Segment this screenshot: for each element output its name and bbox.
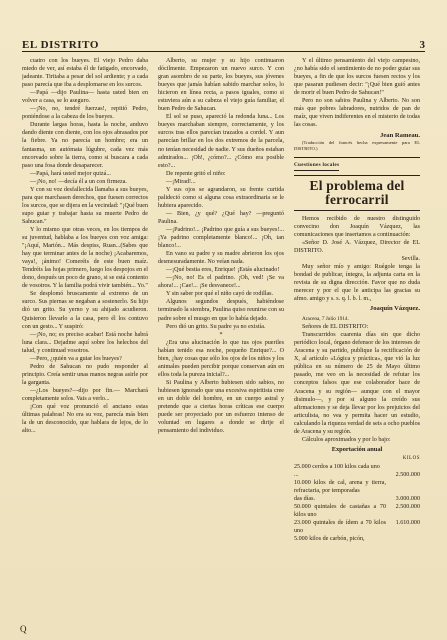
row-value: 1.610.000 — [395, 520, 420, 527]
paragraph: Alberto, su mujer y su hijo continuaron dócilmente. Empezaron un nuevo surco. Y con gran asombro de su parte, los bueyes, sus jóvenes bueyes que jamás habían sabido marchar solos, lo hicieron en línea recta, a pasos iguales, como si estuviera aún a su cabeza el viejo guía familiar, el buen Pedro de Sahucan. — [158, 58, 284, 113]
letter-signature: Joaquín Vázquez. — [369, 305, 420, 313]
paragraph: ¡Con qué voz pronunció el anciano estas últimas palabras! No era su voz, parecía más bien la de un desconocido, que hablara de lejos, de lo alto... — [22, 404, 148, 435]
row-item: 10.000 kilos de cal, arena y tierra, refractaria, por temporadas — [294, 480, 386, 495]
row-value: 2.500.000 — [395, 504, 420, 511]
section-separator: * — [219, 331, 223, 338]
row-item: 25.000 cerdos a 100 kilos cada uno — [294, 463, 380, 470]
paragraph: Si Paulina y Alberto hubiesen sido sabios, no hubiesen ignorado que una excesiva espiritista cree en un doble del hombre, en un cuerpo astral y pretende que a ciertas horas críticas ese cuerpo puede ser proyectado por un esfuerzo intenso de voluntad en lugares a donde se dirije el pensamiento del individuo. — [158, 379, 284, 435]
paragraph: —Papá —dijo Paulina— hasta usted bien en volver a casa, se lo aseguro. — [22, 90, 148, 105]
paragraph: cuatro con los bueyes. El viejo Pedro daba miedo de ver, así estaba él de fatigado, encorvado, jadeante. Tiritaba a pesar del sol ardiente; y a cada paso parecía que iba a desplomarse en los surcos. — [22, 58, 148, 89]
paragraph: Algunos segundos después, habiéndose terminado la siembra, Paulina quiso reunirse con su padre sobre el musgo en que lo había dejado. — [158, 299, 284, 322]
table-row — [294, 503, 420, 519]
paragraph: Pedro de Sahucan no pudo responder al principio. Creía sentir unas manos negras asirle por la garganta. — [22, 363, 148, 386]
letter-body: Transcurridos cuarenta días sin que dicho periódico local, órgano defensor de los intereses de Aracena y su partido, publique la rectificación de X, al artículo «Lógica y práctica», que vió la luz pública en su número de 25 de Mayo último pasado, me veo en la necesidad de refutar los conceptos falsos que ese colaborador hace de Aracena y su región— aunque con el mayor disimulo—, y por si alguno la creído sus afirmaciones y se deja llevar por los prejuicios del articulista, no vea y permita hacer un estudio, calculando la riqueza verdad de seis a ocho pueblos de Aracena y su región. — [294, 332, 420, 435]
column-right — [294, 57, 420, 632]
divider — [294, 157, 420, 158]
row-item: 50.000 quintales de castañas a 70 kilos uno — [294, 504, 386, 519]
row-value: 2.500.000 — [395, 471, 420, 478]
table-title: Exportación anual — [331, 445, 383, 453]
paragraph: De repente gritó el niño: — [166, 170, 226, 177]
paragraph: —¡Qué bestia eres, Enrique! ¡Estás alucinado! — [166, 267, 280, 274]
newspaper-title: EL DISTRITO — [22, 39, 100, 51]
table-row — [294, 471, 420, 479]
row-item: 23.000 quintales de ídem a 70 kilos uno — [294, 520, 386, 535]
paragraph: —¡No, no, tendré fuerzas!, repitió Pedro, poniéndose a la cabeza de los bueyes. — [22, 106, 148, 121]
row-item: das días. — [294, 496, 315, 503]
letter-city: Sevilla. — [401, 255, 420, 262]
table-row — [294, 495, 420, 503]
page-number: 3 — [419, 39, 425, 51]
row-value: 3.000.000 — [395, 496, 420, 503]
paragraph: —¿Los bueyes?—dijo por fin.— Marchará completamente solos. Vais a verlo... — [22, 387, 148, 402]
row-item: 5.000 kilos de carbón, picón, — [294, 536, 365, 543]
table-row — [294, 519, 420, 535]
letter-date: Aracena, 7 Julio 1914. — [302, 316, 349, 323]
paragraph: Y con su voz desfallecida llamaba a sus bueyes, para que marchasen derechos, que fuesen correctos los surcos, que se dijera en la vecindad: "¡Qué buen supo guiar y trabajar hasta su muerte Pedro de Sahucan." — [22, 186, 148, 225]
paragraph: —¡Padrino!... ¡Padrino que guía a sus bueyes!... ¡Ya padrino completamente blanco!... ¡Oh, tan blanco!... — [158, 226, 284, 250]
letter-address: «Señor D. José A. Vázquez, Director de EL DISTRITO. — [294, 239, 420, 254]
author-signature: Jean Rameau. — [380, 132, 420, 140]
table-row — [294, 535, 420, 543]
page-bottom-mark: Q — [20, 624, 27, 634]
paragraph: Pero no son sabios Paulina y Alberto. No son más que pobres labradores, nutridos de pan de maíz, que viven indiferentes en el misterio de todas las cosas. — [294, 98, 420, 129]
paragraph: —¡No, no! Es el padrino. ¡Oh, ved! ¡Se va ahora!... ¡Cae!... ¡Se desvanece!... — [158, 275, 284, 290]
paragraph: —Papá, hará usted mejor quizá... — [30, 170, 111, 177]
column-middle — [158, 57, 284, 622]
row-value — [386, 479, 420, 495]
translation-note: (Traducción del francés hecha expresamente para EL DISTRITO.) — [294, 140, 420, 152]
row-value — [386, 535, 420, 543]
paragraph: Y lo mismo que otras veces, en los tiempos de su juventud, hablaba a los bueyes con voz amiga: "¡Aquí, Martón... Más despiss, Ruan...(Sabes que hay que terminar antes de la noche) ¡Acabaremos, vaya!, ¡ánimo! Comeréis de este buen maíz. Tendréis las hojas primero, luego los despojos en el dono, después un poco de grano, si se está contento de vosotros. Y la familia podrá vivir también... Yo." — [22, 226, 148, 290]
article-headline: El problema del ferrocarril — [294, 175, 420, 211]
paragraph: Durante largas horas, hasta la noche, anduvo dando diente con diente, con los ojos abrasados por la fiebre. Ya no parecía un hombre; era un fantasma, un autómata lúgubre, cada vez más encorvado sobre la tierra, como si buscara a cada paso una fosa donde desaparecer. — [22, 122, 148, 169]
paragraph: En vano su padre y su madre abrieron los ojos desmesuradamente. No veían nada. — [158, 251, 284, 266]
paragraph: —¡No, no; es preciso acabar! Está noche habrá luna clara... Dejadme aquí sobre los helechos del talud, y continuad vosotros. — [22, 331, 148, 354]
paragraph: — Bien, ¿y qué? ¿Qué hay? —preguntó Paulina. — [158, 210, 284, 225]
paragraph: El sol se puso, apareció la redonda luna... Los bueyes marchaban siempre, correctamente, y los surcos tras ellos parecían trazados a cordel. Y aun parecían brillar en los dos extremos de la parcela, no tenían necesidad de nadie. Y sus dueños estaban admirados... ¡Oh!, ¿cómo?... ¿Cómo era posible esto?... — [158, 114, 284, 169]
paragraph: Y sin saber por qué el niño cayó de rodillas. — [166, 291, 274, 298]
paragraph: Y sus ojos se agrandaron, su frente curtida palideció como si alguna cosa extraordinaria se le hubiera aparecido. — [158, 186, 284, 209]
masthead — [22, 33, 425, 52]
paragraph: —Pero, ¿quién va a guiar los bueyes? — [30, 355, 122, 362]
letter-body: Cálculos aproximados y por lo bajo: — [302, 436, 391, 443]
column-left — [22, 57, 148, 622]
row-value — [386, 463, 420, 471]
paragraph: Se desplomó bruscamente al extremo de un surco. Sus piernas se negaban a sostenerlo. Su hijo dió un grito. Su yerno y su ahijado acudieron. Quisieron llevarlo a la casa, pero él los contuvo con un gesto... Y suspiró: — [22, 291, 148, 330]
paragraph: —¡No, no! —decía él a un con firmeza. — [30, 178, 127, 185]
table-row — [294, 479, 420, 495]
letter-address: Señores de EL DISTRITO: — [302, 324, 369, 331]
paragraph: Y el último pensamiento del viejo campesino, ¿no había sido el sentimiento de no poder guiar sus bueyes, a fin de que los surcos fuesen rectos y los que pasaran pudiesen decir: "¡Qué bien guió antes de morir el buen Pedro de Sahucan!" — [294, 58, 420, 97]
row-item: ... — [294, 471, 299, 478]
table-unit-header: KILOS — [402, 455, 420, 461]
paragraph: Pero dió un grito. Su padre ya no existía. — [166, 323, 266, 330]
paragraph: —¡Mirad!... — [166, 178, 196, 185]
section-label: Cuestiones locales — [294, 161, 339, 170]
paragraph: ¿Era una alucinación lo que tus ojos pueriles habían tenido esa noche, pequeño Enrique?... O bien, ¿hay cosas que sólo los ojos de los niños y los animales pueden percibir porque conservan aún en ellos toda la pureza inicial?... — [158, 339, 284, 378]
letter-body: Muy señor mío y amigo: Ruégole tenga la bondad de publicar, íntegra, la adjunta carta en la revista de su digna dirección. Favor que no duda merecer y por el que le anticipa las gracias su afmo. amigo y s. s. q. l. b. l. m., — [294, 263, 420, 302]
table-row — [294, 463, 420, 471]
article-intro: Hemos recibido de nuestro distinguido convecino don Joaquín Vázquez, las comunicaciones que insertamos a continuación: — [294, 215, 420, 238]
